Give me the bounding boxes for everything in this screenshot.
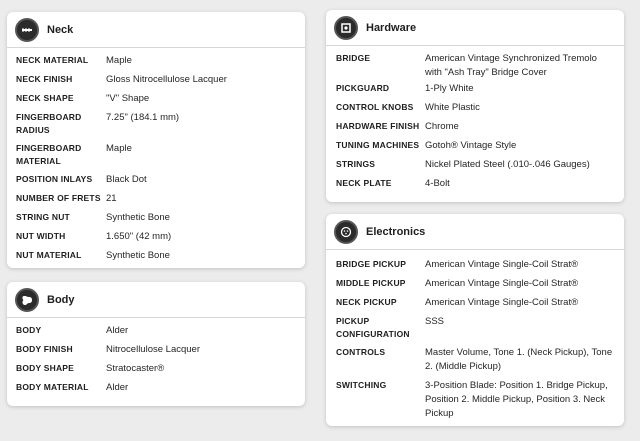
spec-value: 4-Bolt bbox=[425, 178, 450, 189]
spec-row bbox=[7, 54, 305, 68]
electronics-spec-list bbox=[326, 250, 624, 421]
neck-spec-list bbox=[7, 48, 305, 263]
spec-label: NECK FINISH bbox=[16, 74, 73, 84]
neck-card-header bbox=[7, 12, 305, 48]
electronics-card-title: Electronics bbox=[366, 225, 426, 238]
spec-row bbox=[7, 324, 305, 338]
guitar-body-icon bbox=[15, 288, 39, 312]
spec-label: BODY FINISH bbox=[16, 344, 73, 354]
spec-row bbox=[326, 379, 624, 421]
electronics-card bbox=[326, 214, 624, 426]
spec-label: BRIDGE PICKUP bbox=[336, 259, 407, 269]
spec-label: SWITCHING bbox=[336, 380, 387, 390]
spec-value: American Vintage Single-Coil Strat® bbox=[425, 259, 579, 270]
neck-card-title: Neck bbox=[47, 23, 74, 36]
spec-value: American Vintage Single-Coil Strat® bbox=[425, 278, 579, 289]
spec-label: STRING NUT bbox=[16, 212, 70, 222]
neck-icon bbox=[15, 18, 39, 42]
spec-row bbox=[7, 362, 305, 376]
spec-label: BODY SHAPE bbox=[16, 363, 75, 373]
spec-label: NECK PLATE bbox=[336, 178, 392, 188]
spec-row bbox=[7, 92, 305, 106]
spec-label: CONTROL KNOBS bbox=[336, 102, 414, 112]
spec-label: BODY MATERIAL bbox=[16, 382, 89, 392]
spec-row bbox=[7, 111, 305, 137]
spec-value: 21 bbox=[106, 193, 117, 204]
spec-row bbox=[7, 173, 305, 187]
spec-value: American Vintage Single-Coil Strat® bbox=[425, 297, 579, 308]
spec-value: American Vintage Synchronized Tremolo with "Ash Tray" Bridge Cover bbox=[425, 53, 597, 78]
spec-row bbox=[326, 277, 624, 291]
body-card bbox=[7, 282, 305, 406]
body-card-title: Body bbox=[47, 293, 75, 306]
spec-row bbox=[7, 343, 305, 357]
spec-row bbox=[7, 142, 305, 168]
spec-value: Alder bbox=[106, 325, 129, 336]
spec-row bbox=[7, 73, 305, 87]
neck-card bbox=[7, 12, 305, 268]
spec-label: BODY bbox=[16, 325, 42, 335]
spec-label: PICKUP CONFIGURATION bbox=[336, 316, 410, 339]
spec-value: Gotoh® Vintage Style bbox=[425, 140, 517, 151]
spec-value: "V" Shape bbox=[106, 93, 150, 104]
hardware-card bbox=[326, 10, 624, 202]
spec-row bbox=[326, 101, 624, 115]
spec-value: White Plastic bbox=[425, 102, 480, 113]
spec-label: FINGERBOARD MATERIAL bbox=[16, 143, 82, 166]
spec-value: Synthetic Bone bbox=[106, 250, 170, 261]
spec-value: Master Volume, Tone 1. (Neck Pickup), Tone 2. (Middle Pickup) bbox=[425, 347, 613, 372]
hardware-card-header bbox=[326, 10, 624, 46]
hardware-spec-list bbox=[326, 46, 624, 191]
spec-value: Black Dot bbox=[106, 174, 147, 185]
spec-row bbox=[326, 177, 624, 191]
spec-value: SSS bbox=[425, 316, 445, 327]
spec-label: FINGERBOARD RADIUS bbox=[16, 112, 82, 135]
body-card-header bbox=[7, 282, 305, 318]
spec-label: POSITION INLAYS bbox=[16, 174, 93, 184]
spec-label: STRINGS bbox=[336, 159, 376, 169]
spec-row bbox=[326, 52, 624, 80]
spec-value: Chrome bbox=[425, 121, 459, 132]
spec-label: NUT WIDTH bbox=[16, 231, 66, 241]
spec-label: HARDWARE FINISH bbox=[336, 121, 420, 131]
spec-label: NECK MATERIAL bbox=[16, 55, 89, 65]
spec-label: CONTROLS bbox=[336, 347, 386, 357]
spec-row bbox=[7, 249, 305, 263]
spec-value: 1.650" (42 mm) bbox=[106, 231, 172, 242]
hardware-card-title: Hardware bbox=[366, 21, 417, 34]
spec-value: Maple bbox=[106, 55, 132, 66]
spec-value: Nitrocellulose Lacquer bbox=[106, 344, 200, 355]
electronics-icon bbox=[334, 220, 358, 244]
spec-row bbox=[326, 82, 624, 96]
spec-row bbox=[326, 258, 624, 272]
spec-value: Maple bbox=[106, 143, 132, 154]
spec-row bbox=[326, 120, 624, 134]
spec-row bbox=[7, 381, 305, 395]
spec-row bbox=[7, 211, 305, 225]
spec-value: 7.25" (184.1 mm) bbox=[106, 112, 180, 123]
spec-row bbox=[7, 230, 305, 244]
spec-value: 1-Ply White bbox=[425, 83, 474, 94]
spec-label: TUNING MACHINES bbox=[336, 140, 420, 150]
spec-row bbox=[326, 296, 624, 310]
spec-value: Gloss Nitrocellulose Lacquer bbox=[106, 74, 227, 85]
spec-row bbox=[326, 315, 624, 341]
spec-label: NECK SHAPE bbox=[16, 93, 74, 103]
spec-value: Synthetic Bone bbox=[106, 212, 170, 223]
spec-value: 3-Position Blade: Position 1. Bridge Pickup, Position 2. Middle Pickup, Position 3. Neck Pickup bbox=[425, 380, 608, 419]
electronics-card-header bbox=[326, 214, 624, 250]
hardware-icon bbox=[334, 16, 358, 40]
spec-label: NUMBER OF FRETS bbox=[16, 193, 101, 203]
spec-row bbox=[326, 139, 624, 153]
spec-row bbox=[326, 158, 624, 172]
spec-value: Stratocaster® bbox=[106, 363, 165, 374]
spec-label: MIDDLE PICKUP bbox=[336, 278, 406, 288]
spec-label: BRIDGE bbox=[336, 53, 371, 63]
spec-row bbox=[7, 192, 305, 206]
spec-value: Alder bbox=[106, 382, 129, 393]
spec-row bbox=[326, 346, 624, 374]
spec-label: NECK PICKUP bbox=[336, 297, 397, 307]
spec-value: Nickel Plated Steel (.010-.046 Gauges) bbox=[425, 159, 590, 170]
spec-label: PICKGUARD bbox=[336, 83, 390, 93]
spec-label: NUT MATERIAL bbox=[16, 250, 82, 260]
body-spec-list bbox=[7, 318, 305, 395]
